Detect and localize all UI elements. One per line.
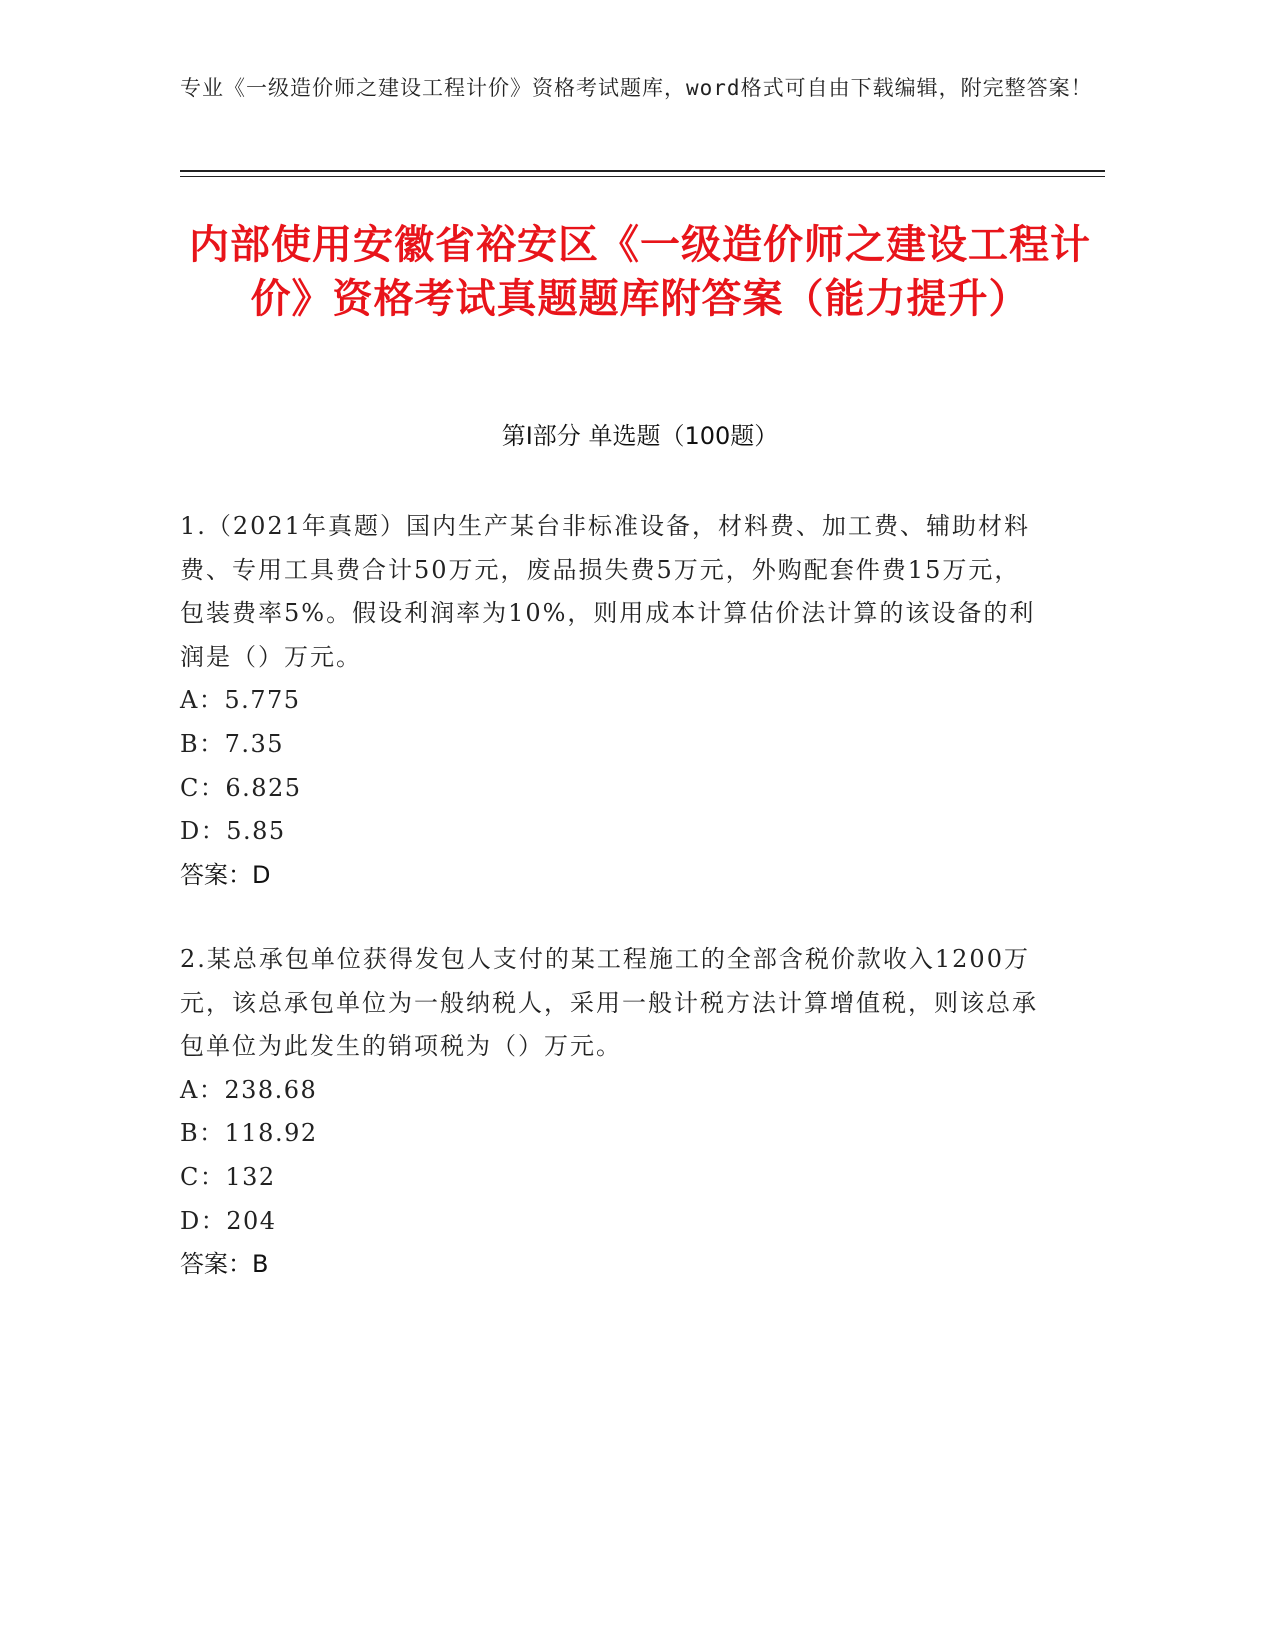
option-a: A：5.775 [180,686,301,715]
question-2 [180,938,1040,1287]
option-d: D：5.85 [180,817,286,846]
question-1 [180,505,1040,897]
answer: 答案：D [180,860,271,889]
option-c: C：6.825 [180,773,302,802]
option-d: D：204 [180,1206,277,1235]
header-divider-thin [180,176,1105,177]
option-b: B：7.35 [180,729,285,758]
answer: 答案：B [180,1250,269,1279]
option-b: B：118.92 [180,1119,318,1148]
option-c: C：132 [180,1162,276,1191]
question-text: 1.（2021年真题）国内生产某台非标准设备，材料费、加工费、辅助材料费、专用工具费合计50万元，废品损失费5万元，外购配套件费15万元，包装费率5%。假设利润率为10%，则用成本计算估价法计算的该设备的利润是（）万元。 [180,512,1036,671]
document-title: 内部使用安徽省裕安区《一级造价师之建设工程计价》资格考试真题题库附答案（能力提升） [189,222,1091,322]
section-title: 第Ⅰ部分 单选题（100题） [501,422,779,450]
question-text: 2.某总承包单位获得发包人支付的某工程施工的全部含税价款收入1200万元，该总承包单位为一般纳税人，采用一般计税方法计算增值税，则该总承包单位为此发生的销项税为（）万元。 [180,945,1038,1061]
option-a: A：238.68 [180,1075,318,1104]
header-divider-thick [180,170,1105,172]
header-note: 专业《一级造价师之建设工程计价》资格考试题库，word格式可自由下载编辑，附完整答案！ [180,76,1093,100]
